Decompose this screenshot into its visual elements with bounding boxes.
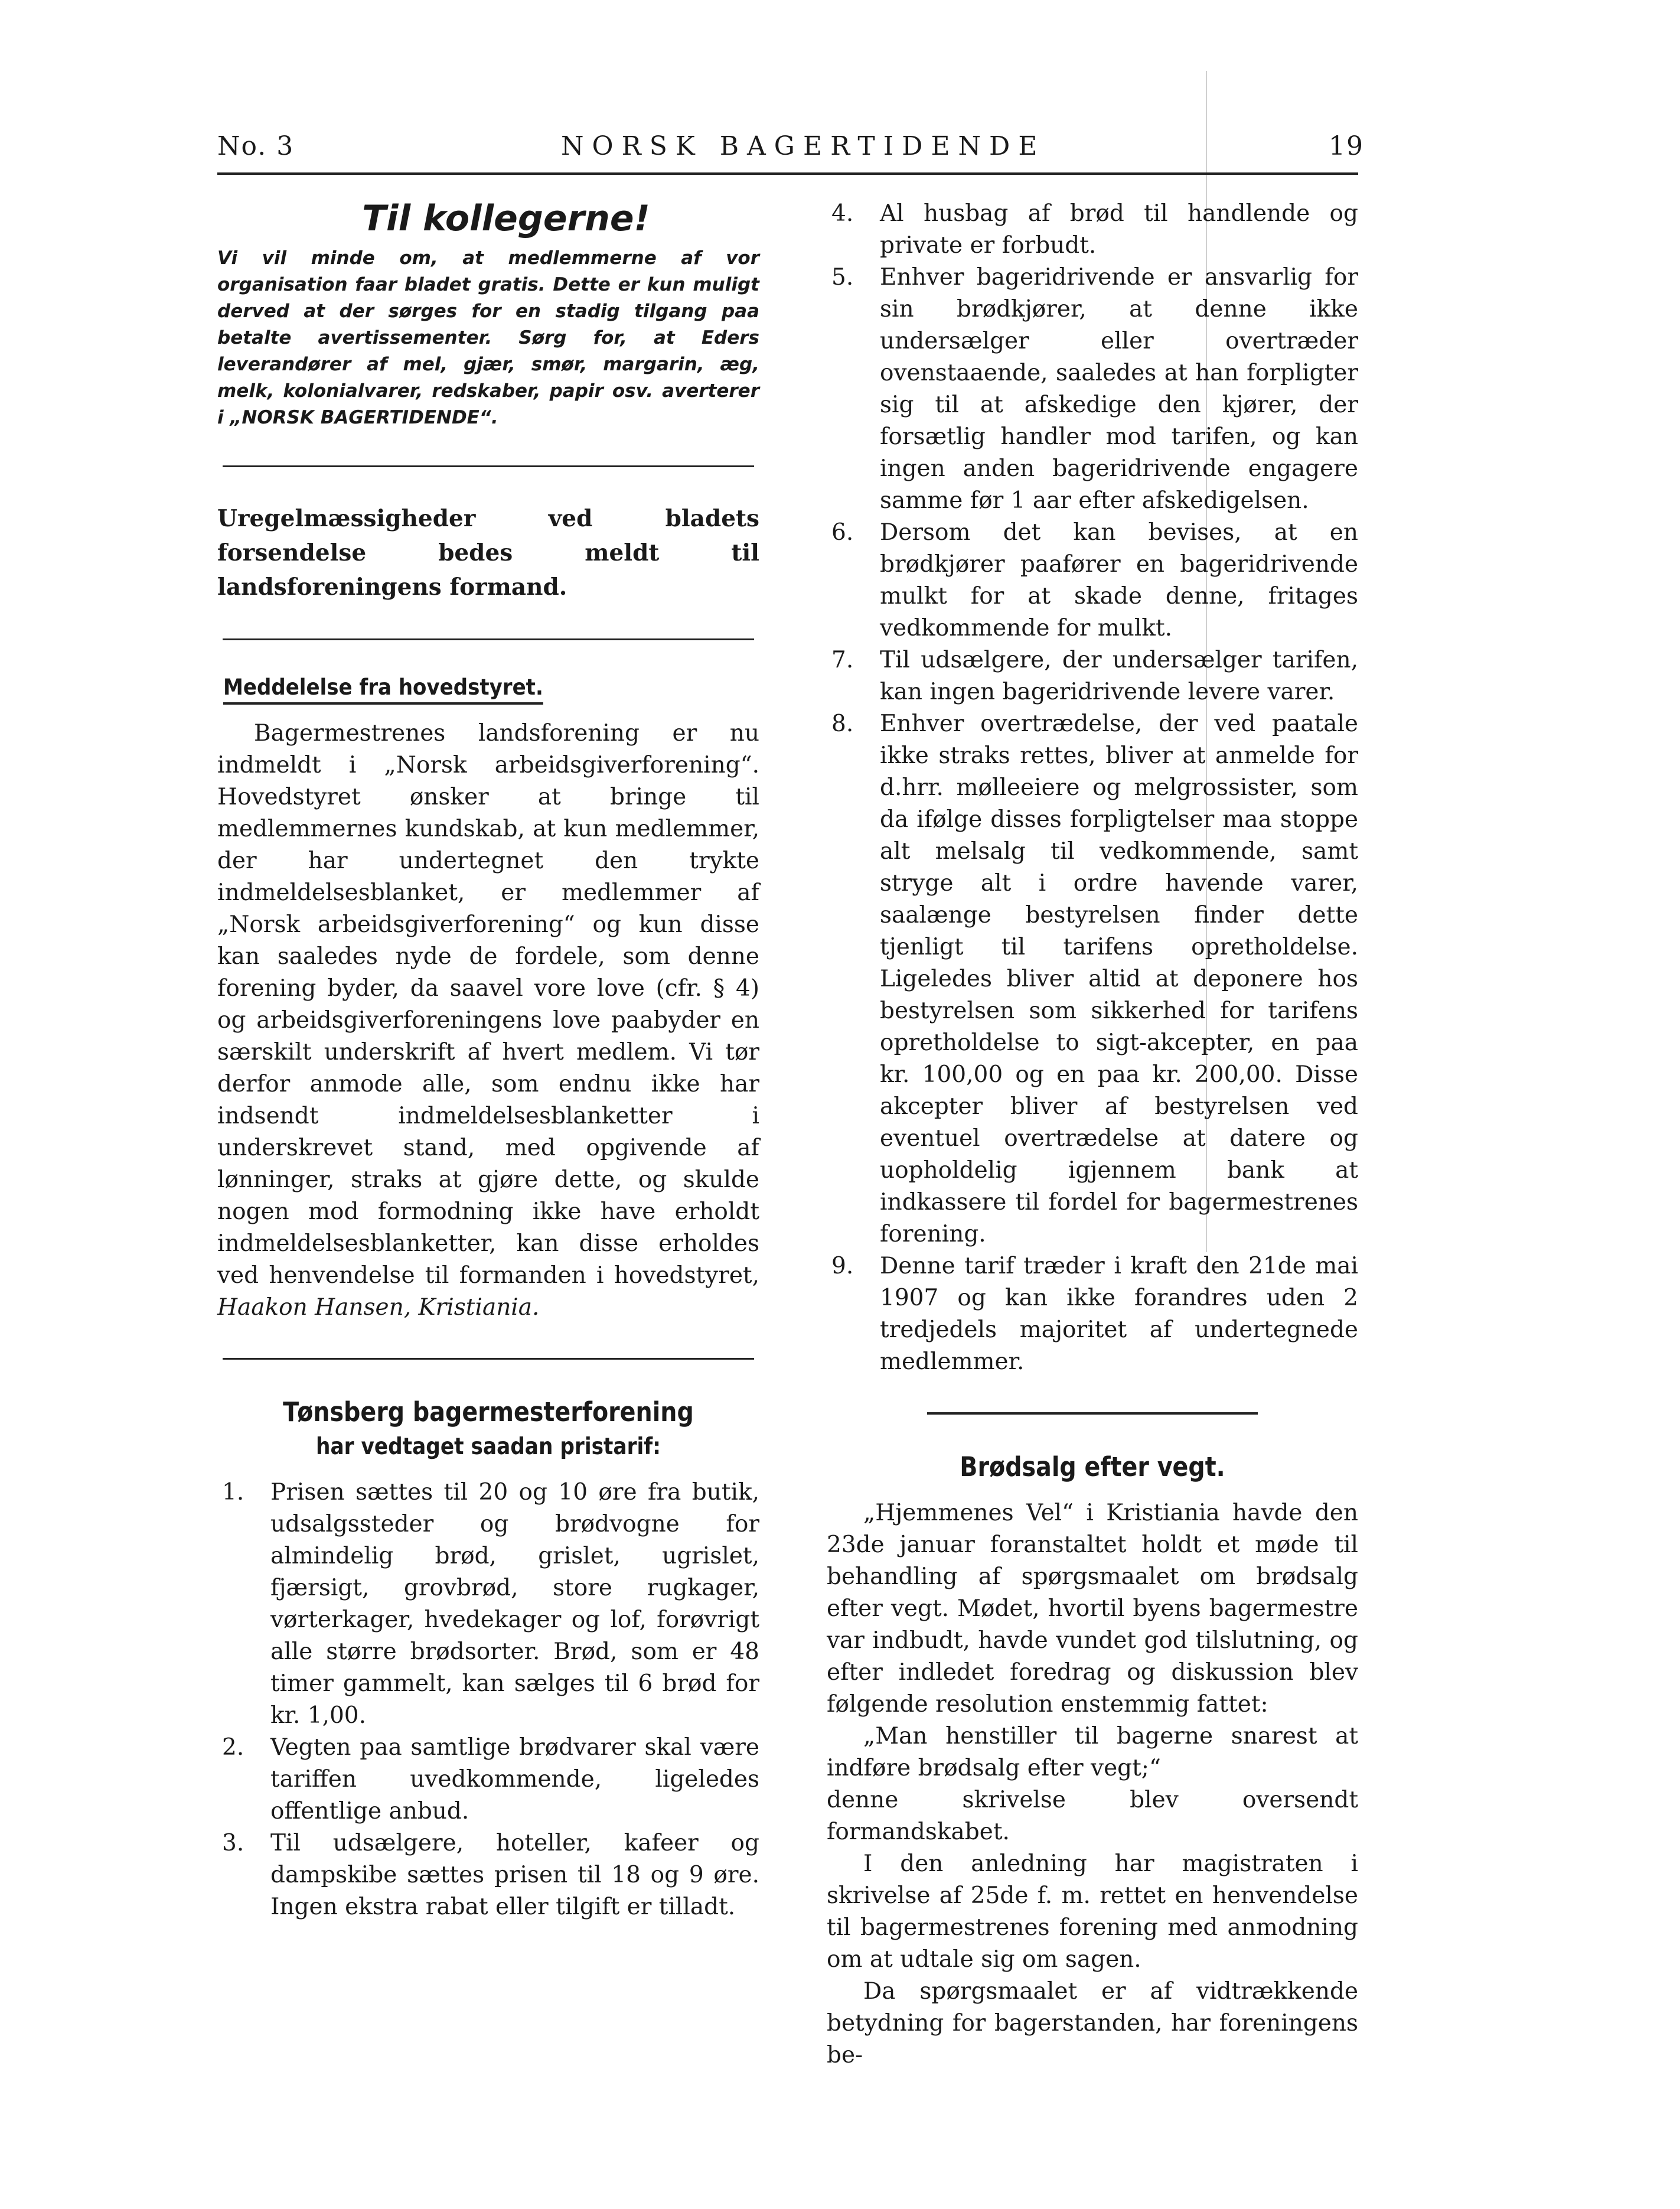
page-number: 19: [1329, 131, 1364, 161]
list-item: 5. Enhver bageridrivende er ansvarlig for sin brødkjører, at denne ikke undersælger eller overtræder ovenstaaende, saaledes at han forpligter sig til at afskedige den kjører, der forsætlig handler mod tarifen, og kan ingen anden bageridrivende engagere samme før 1 aar efter afskedigelsen.: [831, 264, 1358, 514]
notice-text: Vi vil minde om, at medlemmerne af vor organisation faar bladet gratis. Dette er kun muligt derved at der sørges for en stadig tilgang paa betalte avertissementer. Sørg for, at Eders leverandører af mel, gjær, smør, margarin, æg, melk, kolonialvarer, redskaber, papir osv. averterer i „NORSK BAGERTIDENDE“.: [217, 247, 759, 428]
notice-title: Til kollegerne!: [362, 198, 650, 239]
list-item: 8. Enhver overtrædelse, der ved paatale ikke straks rettes, bliver at anmelde for d.hrr. mølleeiere og melgrossister, som da ifølge disses forpligtelser maa stoppe alt melsalg til vedkommende, samt stryge alt i ordre havende varer, saalænge bestyrelsen finder dette tjenligt til tarifens opretholdelse. Ligeledes bliver altid at deponere hos bestyrelsen som sikkerhed for tarifens opretholdelse to sigt-akcepter, en paa kr. 100,00 og en paa kr. 200,00. Disse akcepter bliver af bestyrelsen ved eventuel overtrædelse at datere og uopholdelig igjennem bank at indkassere til fordel for bagermestrenes forening.: [831, 711, 1358, 1247]
separator-rule: [927, 1412, 1258, 1415]
paragraph: denne skrivelse blev oversendt formandskabet.: [827, 1787, 1358, 1845]
paragraph: Da spørgsmaalet er af vidtrækkende betydning for bagerstanden, har foreningens be-: [827, 1978, 1358, 2068]
resolution-quote: „Man henstiller til bagerne snarest at indføre brødsalg efter vegt;“: [827, 1723, 1358, 1781]
tariff-subheading: har vedtaget saadan pristarif:: [316, 1433, 661, 1460]
list-item: 6. Dersom det kan bevises, at en brødkjører paafører en bageridrivende mulkt for at skade denne, fritages vedkommende for mulkt.: [831, 519, 1358, 641]
right-column: [827, 198, 1358, 2071]
list-item: 1. Prisen sættes til 20 og 10 øre fra butik, udsalgssteder og brødvogne for almindelig brød, grislet, ugrislet, fjærsigt, grovbrød, store rugkager, vørterkager, hvedekager og lof, forøvrigt alle større brødsorter. Brød, som er 48 timer gammelt, kan sælges til 6 brød for kr. 1,00.: [222, 1479, 759, 1729]
tariff-list: [217, 1477, 759, 1923]
bread-sale-heading: Brødsalg efter vegt.: [960, 1451, 1225, 1483]
paragraph: „Hjemmenes Vel“ i Kristiania havde den 23de januar foranstaltet holdt et møde til behandling af spørgsmaalet om brødsalg efter vegt. Mødet, hvortil byens bagermestre var indbudt, havde vundet god tilslutning, og efter indledet foredrag og diskussion blev følgende resolution enstemmig fattet:: [827, 1500, 1358, 1718]
newspaper-title: NORSK BAGERTIDENDE: [561, 131, 1046, 161]
list-item: 2. Vegten paa samtlige brødvarer skal være tariffen uvedkommende, ligeledes offentlige anbud.: [222, 1734, 759, 1824]
list-item: 3. Til udsælgere, hoteller, kafeer og dampskibe sættes prisen til 18 og 9 øre. Ingen ekstra rabat eller tilgift er tilladt.: [222, 1830, 759, 1920]
paragraph: I den anledning har magistraten i skrivelse af 25de f. m. rettet en henvendelse til bagermestrenes forening med anmodning om at udtale sig om sagen.: [827, 1850, 1358, 1973]
irregularity-notice: Uregelmæssigheder ved bladets forsendelse bedes meldt til landsforeningens formand.: [217, 505, 759, 601]
section-body: Bagermestrenes landsforening er nu indmeldt i „Norsk arbeidsgiverforening“. Hovedstyret ønsker at bringe til medlemmernes kundskab, at kun medlemmer, der har undertegnet den trykte indmeldelsesblanket, er medlemmer af „Norsk arbeidsgiverforening“ og kun disse kan saaledes nyde de fordele, som denne forening byder, da saavel vore love (cfr. § 4) og arbeidsgiverforeningens love paabyder en særskilt underskrift af hvert medlem. Vi tør derfor anmode alle, som endnu ikke har indsendt indmeldelsesblanketter i underskrevet stand, med opgivende af lønninger, straks at gjøre dette, og skulde nogen mod formodning ikke have erholdt indmeldelsesblanketter, kan disse erholdes ved henvendelse til formanden i hovedstyret, Haakon Hansen, Kristiania.: [217, 720, 759, 1321]
tariff-heading: Tønsberg bagermesterforening: [283, 1396, 694, 1428]
separator-rule: [223, 638, 754, 640]
tariff-list-continued: [827, 198, 1358, 1378]
separator-rule: [223, 465, 754, 467]
left-column: [217, 198, 759, 1923]
separator-rule: [223, 1358, 754, 1360]
list-item: 7. Til udsælgere, der undersælger tarifen, kan ingen bageridrivende levere varer.: [831, 647, 1358, 705]
list-item: 4. Al husbag af brød til handlende og private er forbudt.: [831, 200, 1358, 259]
list-item: 9. Denne tarif træder i kraft den 21de mai 1907 og kan ikke forandres uden 2 tredjedels majoritet af undertegnede medlemmer.: [831, 1253, 1358, 1375]
section-heading: Meddelelse fra hovedstyret.: [223, 675, 543, 705]
issue-number: No. 3: [217, 131, 295, 161]
header-rule: [217, 172, 1358, 175]
